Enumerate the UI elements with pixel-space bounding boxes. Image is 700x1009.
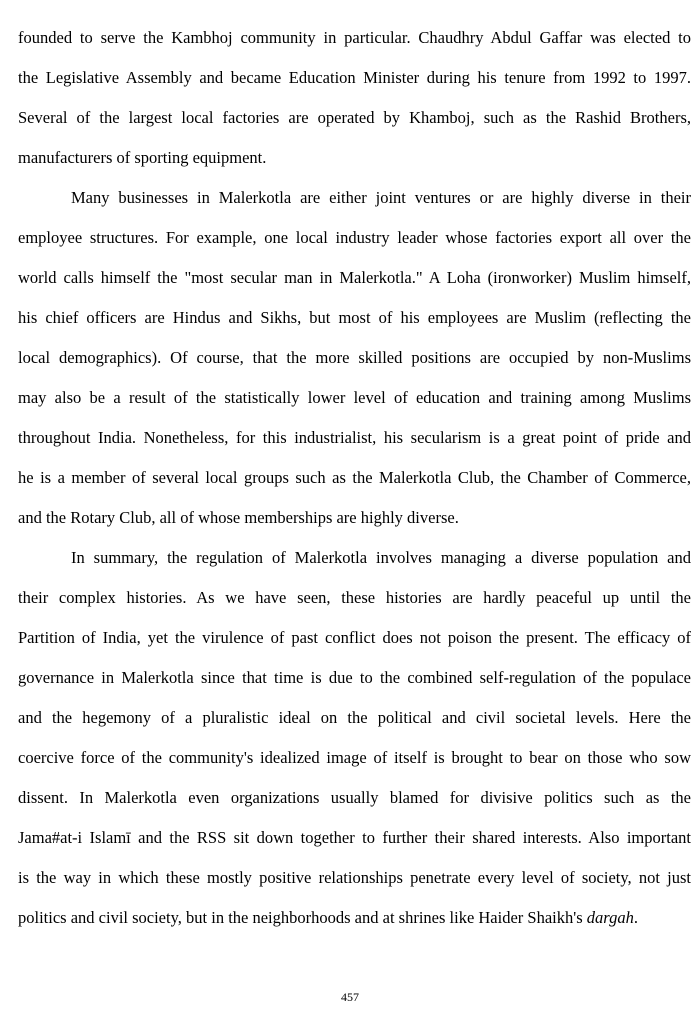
text-line: may also be a result of the statistically lower level of education and training among Muslims [18,388,691,407]
text-line: and the Rotary Club, all of whose memberships are highly diverse. [18,508,459,527]
text-line: throughout India. Nonetheless, for this industrialist, his secularism is a great point of pride and [18,428,691,447]
text-segment: politics and civil society, but in the neighborhoods and at shrines like Haider Shaikh's [18,908,587,927]
text-line: coercive force of the community's idealized image of itself is brought to bear on those who sow [18,748,691,767]
paragraph-first-line: Many businesses in Malerkotla are either joint ventures or are highly diverse in their [71,188,691,207]
text-line: he is a member of several local groups such as the Malerkotla Club, the Chamber of Commerce, [18,468,691,487]
text-line: world calls himself the "most secular man in Malerkotla." A Loha (ironworker) Muslim himself, [18,268,691,287]
text-line: Jama#at-i Islamī and the RSS sit down together to further their shared interests. Also important [18,828,691,847]
text-line: employee structures. For example, one local industry leader whose factories export all over the [18,228,691,247]
text-line: is the way in which these mostly positive relationships penetrate every level of society, not just [18,868,691,887]
text-line: Several of the largest local factories are operated by Khamboj, such as the Rashid Brothers, [18,108,691,127]
text-line: the Legislative Assembly and became Education Minister during his tenure from 1992 to 1997. [18,68,691,87]
text-line: manufacturers of sporting equipment. [18,148,267,167]
text-line: their complex histories. As we have seen, these histories are hardly peaceful up until the [18,588,691,607]
page-number: 457 [341,990,359,1004]
text-line: local demographics). Of course, that the more skilled positions are occupied by non-Muslims [18,348,691,367]
text-line [18,908,691,928]
text-line: founded to serve the Kambhoj community in particular. Chaudhry Abdul Gaffar was elected to [18,28,691,47]
final-punctuation: . [633,908,638,927]
text-line: dissent. In Malerkotla even organizations usually blamed for divisive politics such as the [18,788,691,807]
text-line: Partition of India, yet the virulence of past conflict does not poison the present. The efficacy of [18,628,691,647]
italic-term: dargah [586,908,634,927]
text-line: and the hegemony of a pluralistic ideal on the political and civil societal levels. Here the [18,708,691,727]
text-line: his chief officers are Hindus and Sikhs, but most of his employees are Muslim (reflecting the [18,308,691,327]
text-line: governance in Malerkotla since that time is due to the combined self-regulation of the populace [18,668,691,687]
paragraph-first-line: In summary, the regulation of Malerkotla involves managing a diverse population and [71,548,691,567]
